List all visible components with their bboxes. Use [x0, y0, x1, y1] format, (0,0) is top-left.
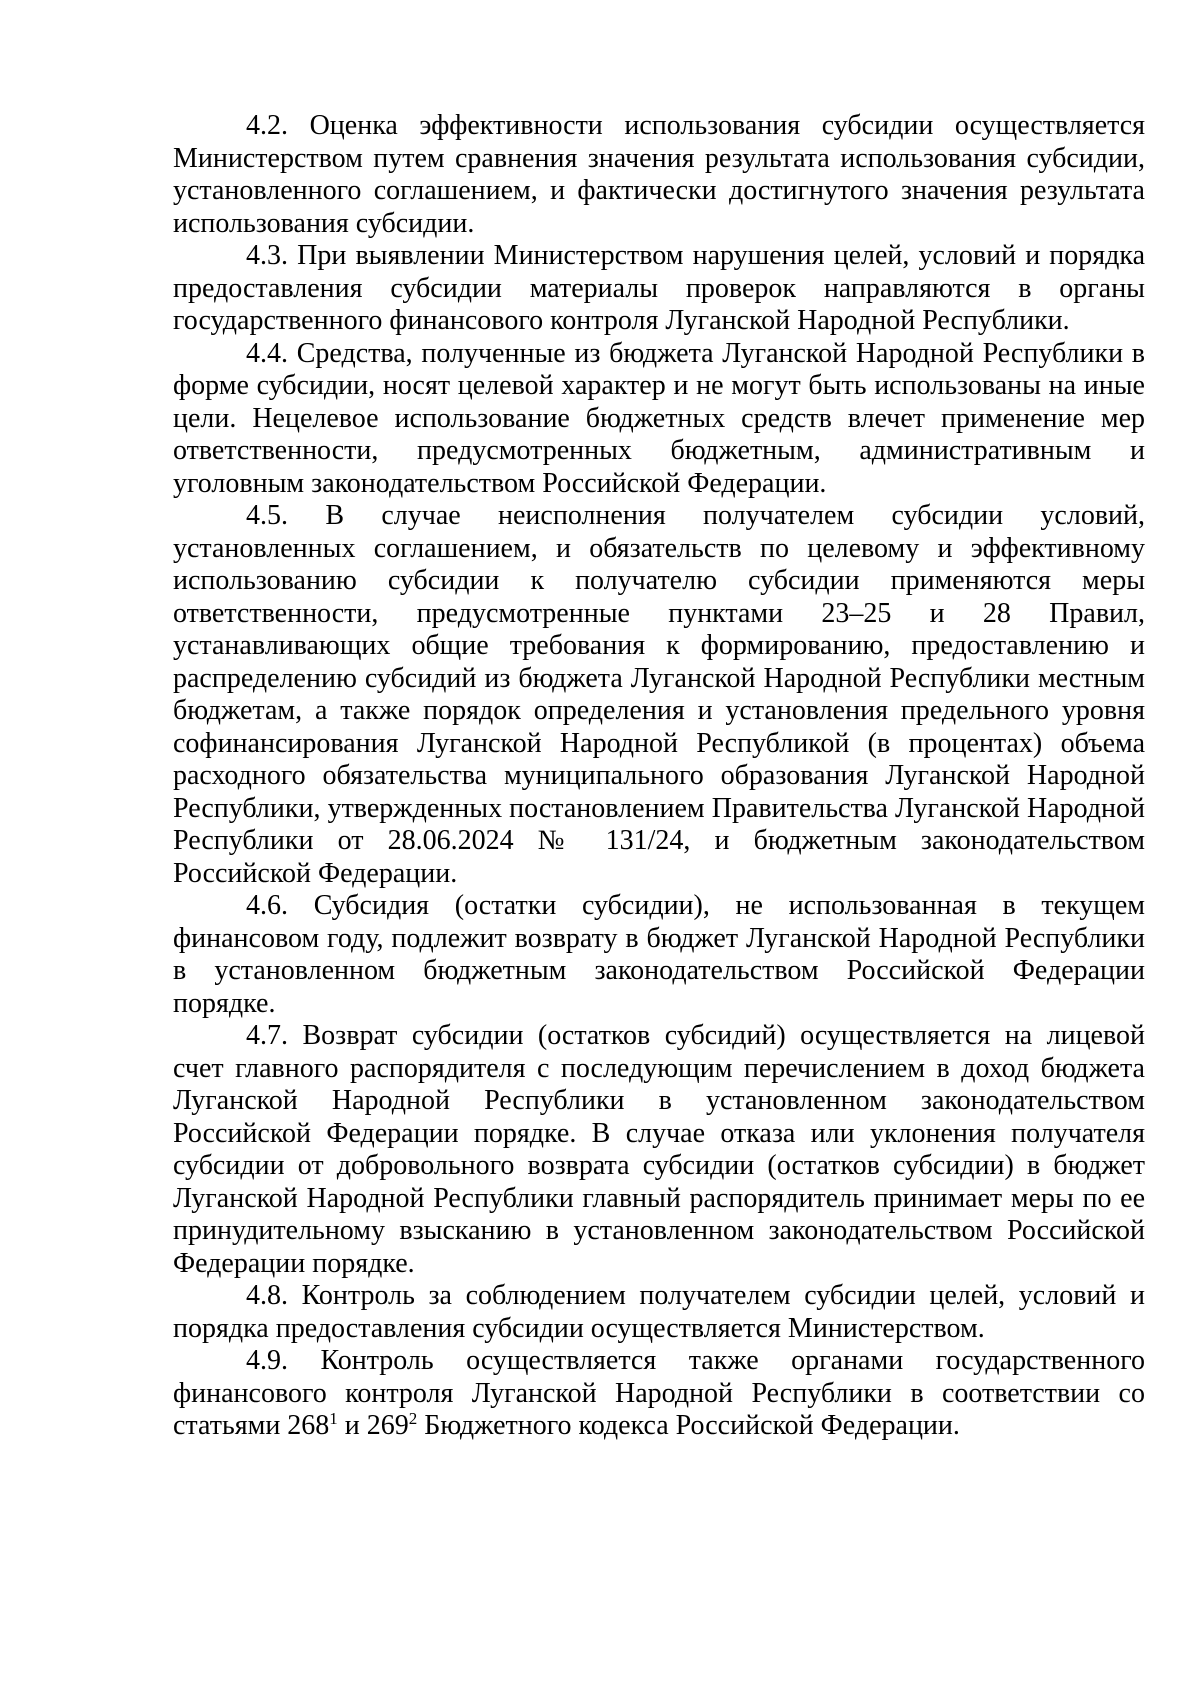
paragraph-number: 4.7.: [246, 1020, 288, 1051]
paragraph-text: Субсидия (остатки субсидии), не использованная в текущем финансовом году, подлежит возврату в бюджет Луганской Народной Республики в установленном бюджетным законодательством Российской Федерации порядке.: [173, 890, 1146, 1019]
paragraph-text: При выявлении Министерством нарушения целей, условий и порядка предоставления субсидии материалы проверок направляются в органы государственного финансового контроля Луганской Народной Республики.: [173, 240, 1146, 336]
paragraph-text: Контроль осуществляется также органами государственного финансового контроля Луганской Народной Республики в соответствии со статьями 268: [173, 1345, 1145, 1441]
paragraph-4-3: [173, 240, 1145, 338]
paragraph-number: 4.8.: [246, 1280, 288, 1311]
paragraph-number: 4.9.: [246, 1345, 288, 1376]
paragraph-4-7: [173, 1020, 1145, 1280]
paragraph-text: Контроль за соблюдением получателем субсидии целей, условий и порядка предоставления субсидии осуществляется Министерством.: [173, 1280, 1146, 1344]
superscript-1: 1: [329, 1409, 338, 1428]
paragraph-text: В случае неисполнения получателем субсидии условий, установленных соглашением, и обязательств по целевому и эффективному использованию субсидии к получателю субсидии применяются меры ответственности, предусмотренные пунктами 23–25 и 28 Правил, устанавливающих общие требования к формированию, предоставлению и распределению субсидий из бюджета Луганской Народной Республики местным бюджетам, а также порядок определения и установления предельного уровня софинансирования Луганской Народной Республикой (в процентах) объема расходного обязательства муниципального образования Луганской Народной Республики, утвержденных постановлением Правительства Луганской Народной Республики от 28.06.2024 № 131/24, и бюджетным законодательством Российской Федерации.: [173, 500, 1146, 889]
paragraph-text: Средства, полученные из бюджета Луганской Народной Республики в форме субсидии, носят целевой характер и не могут быть использованы на иные цели. Нецелевое использование бюджетных средств влечет применение мер ответственности, предусмотренных бюджетным, административным и уголовным законодательством Российской Федерации.: [173, 337, 1146, 499]
paragraph-text: Оценка эффективности использования субсидии осуществляется Министерством путем сравнения значения результата использования субсидии, установленного соглашением, и фактически достигнутого значения результата использования субсидии.: [173, 110, 1145, 239]
paragraph-4-4: [173, 338, 1145, 501]
paragraph-4-8: [173, 1280, 1145, 1345]
paragraph-4-2: [173, 110, 1145, 240]
paragraph-number: 4.4.: [246, 337, 288, 369]
paragraph-number: 4.6.: [246, 890, 288, 921]
paragraph-4-9: [173, 1345, 1145, 1443]
paragraph-text-end: Бюджетного кодекса Российской Федерации.: [417, 1410, 960, 1441]
paragraph-number: 4.2.: [246, 110, 288, 141]
paragraph-4-5: [173, 500, 1145, 890]
paragraph-text: Возврат субсидии (остатков субсидий) осуществляется на лицевой счет главного распорядителя с последующим перечислением в доход бюджета Луганской Народной Республики в установленном законодательством Российской Федерации порядке. В случае отказа или уклонения получателя субсидии от добровольного возврата субсидии (остатков субсидии) в бюджет Луганской Народной Республики главный распорядитель принимает меры по ее принудительному взысканию в установленном законодательством Российской Федерации порядке.: [173, 1020, 1145, 1279]
paragraph-number: 4.5.: [246, 500, 288, 531]
document-page: [173, 110, 1145, 1443]
paragraph-text-mid: и 269: [337, 1410, 409, 1441]
paragraph-4-6: [173, 890, 1145, 1020]
paragraph-number: 4.3.: [246, 240, 288, 271]
superscript-2: 2: [408, 1409, 418, 1428]
